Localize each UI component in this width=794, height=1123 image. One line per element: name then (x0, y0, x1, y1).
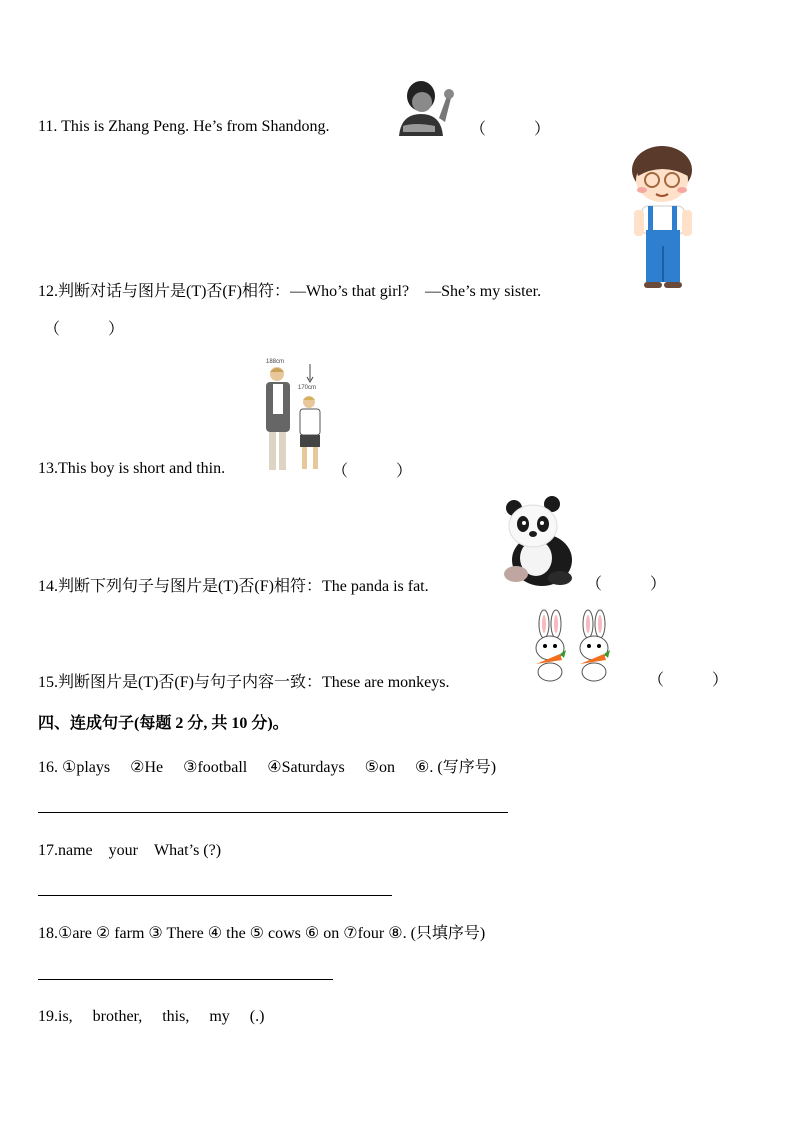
question-19-text: 19.is, brother, this, my (.) (38, 1008, 265, 1025)
boy-waving-icon (395, 78, 457, 136)
question-14-text: 14.判断下列句子与图片是(T)否(F)相符：The panda is fat. (38, 578, 429, 595)
answer-line-17[interactable] (38, 895, 392, 896)
two-rabbits-icon (530, 608, 624, 682)
section-4-heading: 四、连成句子(每题 2 分, 共 10 分)。 (38, 715, 289, 732)
question-12-text: 12.判断对话与图片是(T)否(F)相符：—Who’s that girl? —She’s my sister. (38, 283, 542, 300)
answer-paren-13[interactable]: （ ） (332, 463, 413, 480)
answer-paren-14[interactable]: （ ） (586, 576, 667, 593)
question-16-text: 16. ①plays ②He ③football ④Saturdays ⑤on ⑥. (写序号) (38, 759, 497, 776)
question-11-text: 11. This is Zhang Peng. He’s from Shandong. (38, 118, 330, 135)
question-17-text: 17.name your What’s (?) (38, 842, 222, 859)
answer-paren-12[interactable]: （ ） (44, 321, 125, 338)
question-13-text: 13.This boy is short and thin. (38, 460, 226, 477)
short-height-label: 170cm (298, 385, 317, 391)
answer-paren-15[interactable]: （ ） (648, 672, 729, 689)
answer-line-16[interactable] (38, 812, 508, 813)
question-18-text: 18.①are ② farm ③ There ④ the ⑤ cows ⑥ on ⑦four ⑧. (只填序号) (38, 925, 486, 942)
tall-and-short-boys-icon (262, 356, 330, 478)
question-15-text: 15.判断图片是(T)否(F)与句子内容一致：These are monkeys. (38, 674, 450, 691)
panda-icon (500, 494, 580, 588)
tall-height-label: 188cm (266, 359, 285, 365)
answer-paren-11[interactable]: （ ） (470, 121, 551, 138)
answer-line-18[interactable] (38, 979, 333, 980)
boy-with-glasses-icon (630, 146, 700, 292)
